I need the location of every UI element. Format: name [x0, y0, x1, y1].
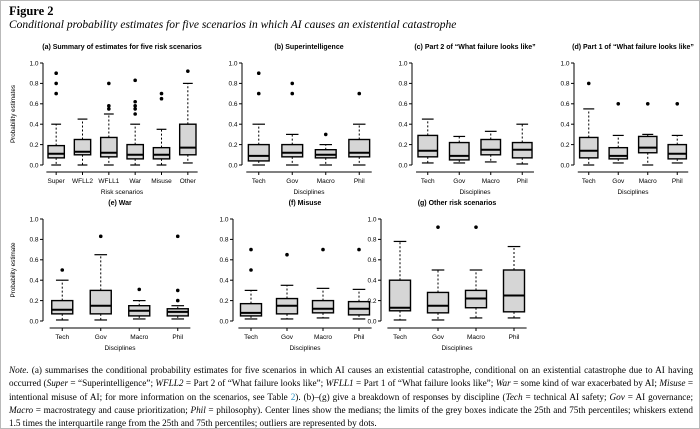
y-tick-label: 0.0: [560, 162, 570, 170]
iqr-box: [449, 143, 469, 160]
outlier-dot: [176, 235, 180, 239]
y-tick-label: 1.0: [219, 216, 229, 224]
y-tick-label: 0.2: [219, 297, 229, 305]
note-segment: = philosophy). Center lines show the medians; the limits of the grey boxes indicate the 25th and 75th percentiles; whiskers extend 1.5 times the interquartile range from the 25th and 75th percentiles; outliers are represented by dots.: [9, 404, 693, 428]
y-tick-label: 0.0: [29, 318, 39, 326]
y-tick-label: 0.6: [228, 101, 238, 109]
y-tick-label: 0.0: [228, 162, 238, 170]
y-tick-label: 0.6: [560, 101, 570, 109]
x-tick-label: Macro: [481, 178, 500, 185]
x-tick-label: Tech: [244, 334, 258, 341]
iqr-box: [282, 145, 303, 157]
y-tick-label: 0.4: [560, 121, 570, 129]
iqr-box: [127, 145, 143, 159]
y-tick-label: 0.4: [228, 121, 238, 129]
panel-d-boxplot: [546, 53, 698, 198]
y-tick-label: 0.8: [228, 80, 238, 88]
x-axis-label: Disciplines: [104, 345, 136, 352]
note-segment: = Part 1 of “What failure looks like”;: [353, 378, 496, 389]
y-tick-label: 0.6: [367, 257, 377, 265]
outlier-dot: [474, 225, 478, 229]
figure-caption: Conditional probability estimates for five scenarios in which AI causes an existential catastrophe: [9, 19, 457, 31]
panel-e-boxplot: [7, 209, 203, 354]
x-tick-label: Tech: [251, 178, 266, 185]
iqr-box: [101, 137, 117, 156]
y-tick-label: 0.0: [29, 162, 39, 170]
y-tick-label: 1.0: [367, 216, 377, 224]
outlier-dot: [107, 82, 111, 86]
y-tick-label: 0.2: [29, 141, 39, 149]
y-tick-label: 0.6: [29, 257, 39, 265]
note-segment: Note.: [9, 365, 29, 376]
note-segment: = technical AI safety;: [522, 391, 610, 402]
outlier-dot: [257, 92, 261, 96]
note-segment: = macrostrategy and cause prioritization;: [33, 404, 191, 415]
note-segment: = some kind of war exacerbated by AI;: [510, 378, 660, 389]
note-segment: (a) summarises the conditional probability estimates for five scenarios in which AI causes an existential catastrophe, conditional on an existential catastrophe due to AI having occurred (: [9, 365, 693, 389]
panel-a-boxplot: [7, 53, 207, 198]
x-tick-label: Super: [47, 178, 65, 185]
y-tick-label: 0.8: [560, 80, 570, 88]
x-tick-label: Gov: [432, 334, 444, 341]
y-tick-label: 0.8: [29, 80, 39, 88]
x-tick-label: Gov: [281, 334, 293, 341]
y-tick-label: 1.0: [560, 60, 570, 68]
outlier-dot: [99, 235, 103, 239]
outlier-dot: [133, 107, 137, 111]
outlier-dot: [176, 299, 180, 303]
x-tick-label: Phil: [353, 334, 365, 341]
iqr-box: [639, 136, 657, 152]
panel-a-title: (a) Summary of estimates for five risk scenarios: [42, 44, 202, 51]
y-tick-label: 0.8: [219, 236, 229, 244]
panel-c-boxplot: [384, 53, 544, 198]
iqr-box: [428, 292, 449, 312]
x-tick-label: Gov: [453, 178, 466, 185]
outlier-dot: [133, 104, 137, 108]
y-tick-label: 1.0: [29, 60, 39, 68]
x-tick-label: Phil: [172, 334, 184, 341]
iqr-box: [241, 304, 262, 316]
y-tick-label: 0.6: [398, 101, 408, 109]
x-tick-label: WFLL2: [72, 178, 93, 185]
note-segment: Tech: [505, 391, 523, 402]
note-segment: Phil: [190, 404, 206, 415]
outlier-dot: [186, 69, 190, 73]
x-tick-label: Macro: [313, 334, 333, 341]
iqr-box: [315, 150, 336, 158]
panel-g-title: (g) Other risk scenarios: [417, 200, 497, 207]
panel-d: [546, 43, 698, 198]
iqr-box: [349, 140, 370, 157]
iqr-box: [52, 301, 73, 314]
x-tick-label: Macro: [130, 334, 149, 341]
x-tick-label: War: [129, 178, 142, 185]
note-segment: = AI governance;: [624, 391, 694, 402]
table-2-link[interactable]: 2: [290, 391, 296, 402]
outlier-dot: [257, 71, 261, 75]
y-tick-label: 0.8: [398, 80, 408, 88]
iqr-box: [481, 140, 501, 155]
x-axis-label: Disciplines: [289, 345, 321, 352]
outlier-dot: [290, 92, 294, 96]
note-segment: = “Superintelligence”;: [68, 378, 156, 389]
note-segment: ). (b)–(g) give a breakdown of responses by discipline (: [295, 391, 506, 402]
y-tick-label: 1.0: [398, 60, 408, 68]
x-tick-label: Macro: [316, 178, 335, 185]
y-tick-label: 0.2: [367, 297, 377, 305]
outlier-dot: [107, 104, 111, 108]
outlier-dot: [133, 79, 137, 83]
outlier-dot: [290, 82, 294, 86]
x-tick-label: Phil: [353, 178, 365, 185]
outlier-dot: [646, 102, 650, 106]
panel-d-title: (d) Part 1 of “What failure looks like”: [572, 44, 694, 51]
x-tick-label: Macro: [638, 178, 657, 185]
outlier-dot: [285, 253, 289, 257]
note-segment: = intentional misuse of AI; for more information on the scenarios, see Table: [9, 378, 693, 402]
outlier-dot: [587, 82, 591, 86]
figure-label: Figure 2: [9, 4, 54, 18]
x-tick-label: Phil: [516, 178, 528, 185]
iqr-box: [609, 148, 627, 159]
panel-c: [384, 43, 544, 198]
x-tick-label: Other: [179, 178, 196, 185]
panel-g-boxplot: [353, 209, 539, 354]
y-tick-label: 0.0: [219, 318, 229, 326]
outlier-dot: [357, 92, 361, 96]
outlier-dot: [675, 102, 679, 106]
outlier-dot: [133, 100, 137, 104]
y-tick-label: 0.0: [398, 162, 408, 170]
panel-c-title: (c) Part 2 of “What failure looks like”: [414, 44, 536, 51]
iqr-box: [153, 148, 169, 159]
x-axis-label: Disciplines: [441, 345, 473, 352]
panel-b-title: (b) Superintelligence: [274, 44, 344, 51]
y-tick-label: 0.4: [219, 277, 229, 285]
y-tick-label: 0.8: [29, 236, 39, 244]
x-tick-label: Gov: [612, 178, 625, 185]
y-axis-label: Probability estimate: [10, 242, 17, 298]
y-tick-label: 0.0: [367, 318, 377, 326]
x-tick-label: Gov: [286, 178, 299, 185]
outlier-dot: [137, 288, 141, 292]
outlier-dot: [436, 225, 440, 229]
iqr-box: [418, 135, 438, 156]
outlier-dot: [107, 107, 111, 111]
iqr-box: [668, 145, 686, 159]
note-segment: = Part 2 of “What failure looks like”;: [183, 378, 326, 389]
note-segment: WFLL2: [155, 378, 184, 389]
y-axis-label: Probability estimates: [10, 84, 17, 144]
note-segment: War: [495, 378, 511, 389]
iqr-box: [180, 124, 196, 155]
outlier-dot: [54, 82, 58, 86]
panel-g: [353, 199, 539, 354]
y-tick-label: 1.0: [228, 60, 238, 68]
note-segment: Super: [46, 378, 69, 389]
outlier-dot: [160, 97, 164, 101]
x-tick-label: Tech: [581, 178, 596, 185]
y-tick-label: 0.6: [219, 257, 229, 265]
y-tick-label: 0.4: [398, 121, 408, 129]
x-axis-label: Risk scenarios: [100, 189, 144, 196]
iqr-box: [248, 145, 269, 161]
y-tick-label: 0.4: [29, 121, 39, 129]
outlier-dot: [133, 112, 137, 116]
y-tick-label: 0.2: [398, 141, 408, 149]
outlier-dot: [249, 248, 253, 252]
x-tick-label: Phil: [671, 178, 683, 185]
y-tick-label: 0.2: [228, 141, 238, 149]
outlier-dot: [321, 248, 325, 252]
iqr-box: [580, 137, 598, 157]
iqr-box: [390, 280, 411, 311]
panel-a: [7, 43, 207, 198]
iqr-box: [504, 270, 525, 312]
note-segment: Macro: [9, 404, 34, 415]
y-tick-label: 1.0: [29, 216, 39, 224]
y-tick-label: 0.4: [367, 277, 377, 285]
y-tick-label: 0.4: [29, 277, 39, 285]
panel-f-title: (f) Misuse: [288, 200, 322, 207]
x-tick-label: Tech: [393, 334, 407, 341]
note-segment: Misuse: [659, 378, 686, 389]
outlier-dot: [54, 71, 58, 75]
x-tick-label: Gov: [94, 334, 107, 341]
x-tick-label: WFLL1: [98, 178, 120, 185]
panel-b: [214, 43, 382, 198]
y-tick-label: 0.8: [367, 236, 377, 244]
note-segment: Gov: [609, 391, 625, 402]
figure-note: [9, 364, 693, 429]
y-tick-label: 0.2: [560, 141, 570, 149]
x-axis-label: Disciplines: [617, 189, 649, 196]
outlier-dot: [324, 133, 328, 137]
iqr-box: [48, 146, 64, 158]
outlier-dot: [616, 102, 620, 106]
note-segment: WFLL1: [325, 378, 354, 389]
x-tick-label: Phil: [508, 334, 520, 341]
x-tick-label: Tech: [55, 334, 70, 341]
panel-e: [7, 199, 203, 354]
x-axis-label: Disciplines: [293, 189, 325, 196]
y-tick-label: 0.2: [29, 297, 39, 305]
x-axis-label: Disciplines: [459, 189, 491, 196]
outlier-dot: [176, 289, 180, 293]
panel-e-title: (e) War: [108, 200, 132, 207]
iqr-box: [90, 290, 111, 313]
x-tick-label: Macro: [466, 334, 486, 341]
iqr-box: [313, 301, 334, 313]
outlier-dot: [160, 92, 164, 96]
x-tick-label: Tech: [420, 178, 435, 185]
outlier-dot: [54, 92, 58, 96]
x-tick-label: Misuse: [151, 178, 172, 185]
y-tick-label: 0.6: [29, 101, 39, 109]
outlier-dot: [249, 268, 253, 272]
panel-b-boxplot: [214, 53, 382, 198]
outlier-dot: [60, 268, 64, 272]
